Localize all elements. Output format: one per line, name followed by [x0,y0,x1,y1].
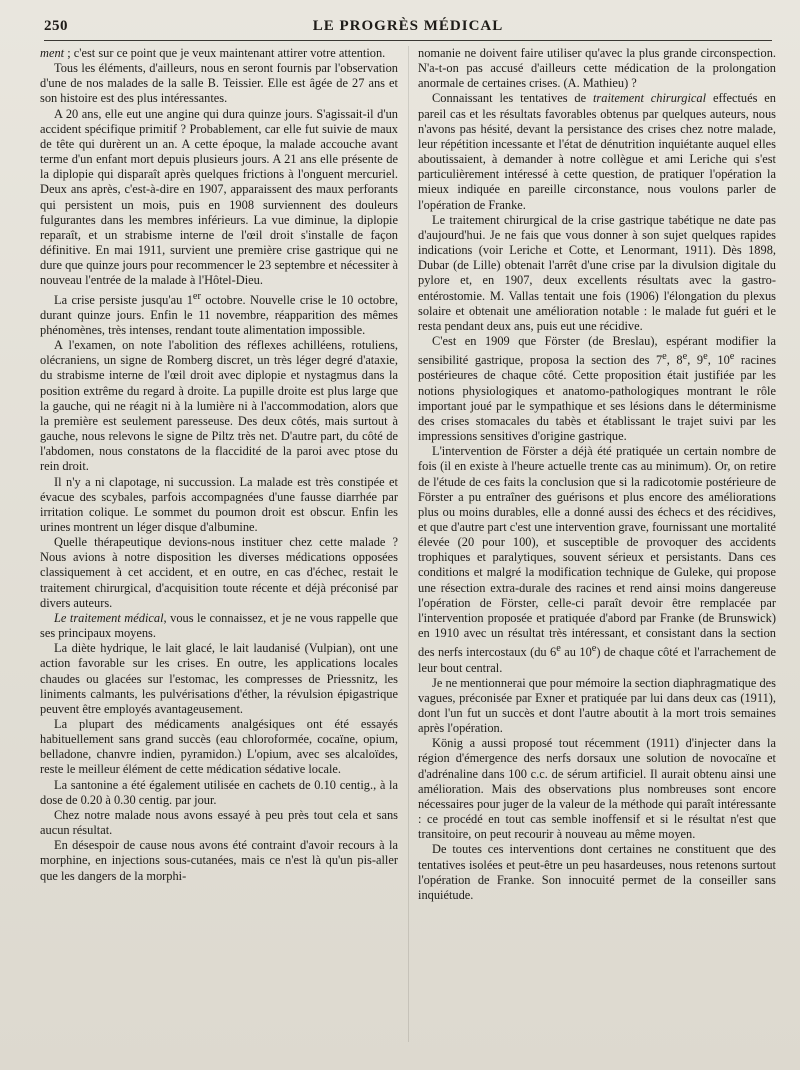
paragraph [40,46,398,61]
paragraph: Quelle thérapeutique devions-nous instituer chez cette malade ? Nous avions à notre disposition les diverses médications opposées classiquement à cet accident, et en outre, en cas d'échec, restait le traitement chirurgical, d'acquisition toute récente et déjà préconisé par divers auteurs. [40,535,398,610]
paragraph: De toutes ces interventions dont certaines ne constituent que des tentatives isolées et peut-être un peu hasardeuses, nous retenons surtout l'opération de Franke. Son innocuité permet de la conseiller sans inquiétude. [418,842,776,902]
running-header [44,18,772,41]
superscript: e [662,351,667,363]
right-column [418,46,776,1042]
paragraph-text: octobre. Nouvelle crise le 10 octobre, durant quinze jours. Enfin le 11 novembre, réapparition des mêmes phénomènes, très intenses, rendant toute alimentation impossible. [40,292,398,337]
paragraph: König a aussi proposé tout récemment (1911) d'injecter dans la région d'émergence des nerfs dorsaux une solution de novocaïne et d'adrénaline dans 100 c.c. de sérum artificiel. Il aurait obtenu ainsi une amélioration. Mais des observations plus nombreuses sont encore nécessaires pour juger de la valeur de la méthode qui paraît intéressante : ce procédé en tout cas semble inoffensif et si le résultat n'est que transitoire, on peut recourir à nouveau au même moyen. [418,736,776,842]
paragraph: A 20 ans, elle eut une angine qui dura quinze jours. S'agissait-il d'un accident spécifique primitif ? Probablement, car elle fut suivie de maux de tête qui durèrent un an. A cette époque, la malade accouche avant terme d'un enfant mort depuis plusieurs jours. A 21 ans elle présente de la diplopie qui disparaît après quelques frictions à l'onguent mercuriel. Deux ans après, c'est-à-dire en 1907, apparaissent des maux perforants qui persistent un mois, puis en 1908 surviennent des douleurs fulgurantes dans les membres inférieurs. La vue diminue, la diplopie reparaît, et un strabisme interne de l'œil droit s'installe de façon définitive. En mai 1911, survient une première crise gastrique qui ne dure que quinze jours pour recommencer le 23 septembre et nécessiter à nouveau l'entrée de la malade à l'Hôtel-Dieu. [40,106,398,288]
paragraph-text: au 10 [560,645,592,660]
italic-text: Le traitement médical [54,610,164,625]
paragraph: nomanie ne doivent faire utiliser qu'avec la plus grande circonspection. N'a-t-on pas accusé d'ailleurs cette médication de la prolongation anormale de certaines crises. (A. Mathieu) ? [418,46,776,91]
superscript: e [682,351,688,363]
paragraph-text: ) de chaque côté et l'arrachement de leur bout central. [418,645,776,675]
paragraph: Chez notre malade nous avons essayé à peu près tout cela et sans aucun résultat. [40,807,398,838]
paragraph: La santonine a été également utilisée en cachets de 0.10 centig., à la dose de 0.20 à 0.30 centig. par jour. [40,777,398,807]
paragraph: Il n'y a ni clapotage, ni succussion. La malade est très constipée et évacue des scybales, parfois accompagnées d'une fausse diarrhée par irritation colique. Le sommet du poumon droit est obscur. Enfin les urines montrent un léger disque d'albumine. [40,474,398,534]
paragraph-text: racines postérieures de chaque côté. Cette proposition était justifiée par les notions physiologiques et anatomo-pathologiques montrant le rôle important joué par le sympathique et ses lésions dans le déterminisme des crises stomacales du tabès et établissant le trajet suivi par les impressions sensitives d'origine gastrique. [418,353,776,444]
paragraph: En désespoir de cause nous avons été contraint d'avoir recours à la morphine, en injections sous-cutanées, mais ce n'est là qu'un pis-aller que les dangers de la morphi- [40,838,398,883]
superscript: e [556,643,561,655]
superscript: er [192,290,201,302]
page-number: 250 [44,18,68,34]
paragraph-text: , 9 [687,353,704,368]
article-body [40,46,776,1042]
left-column [40,46,398,1042]
paragraph-text: La crise persiste jusqu'au 1 [54,292,193,307]
paragraph: La plupart des médicaments analgésiques ont été essayés habituellement sans grand succès (eau chloroformée, cocaïne, opium, belladone, chanvre indien, pyramidon.) L'opium, avec ses alcaloïdes, reste le meilleur élément de cette médication sédative locale. [40,717,398,777]
paragraph [418,91,776,212]
paragraph-text: C'est en 1909 que Förster (de Breslau), espérant modifier la sensibilité gastrique, proposa la section des 7 [418,333,776,368]
paragraph: A l'examen, on note l'abolition des réflexes achilléens, rotuliens, olécraniens, un signe de Romberg discret, un très léger degré d'ataxie, du strabisme interne de l'œil droit avec diplopie et nystagmus dans la position extrême du regard à droite. La pupille droite est plus large que la gauche, qui ne réagit ni à la lumière ni à l'accommodation, alors que la première est seulement paresseuse. Des deux côtés, mais surtout à gauche, nous relevons le signe de Piltz très net. D'autre part, du côté de l'abdomen, nous constatons de la flaccidité de la paroi avec ptose du rein droit. [40,338,398,474]
paragraph [40,289,398,339]
paragraph-text: , 8 [666,353,683,368]
paragraph-text: , 10 [707,353,730,368]
paragraph: La diète hydrique, le lait glacé, le lait laudanisé (Vulpian), ont une action favorable sur les crises. En outre, les applications locales chaudes ou glacées sur l'estomac, les compresses de Priessnitz, les liniments calmants, les pulvérisations d'éther, la révulsion épigastrique peuvent être employés avantageusement. [40,641,398,716]
journal-title: LE PROGRÈS MÉDICAL [312,18,504,34]
paragraph-text: , vous le connaissez, et je ne vous rappelle que ses principaux moyens. [40,610,398,641]
paragraph [40,611,398,641]
superscript: e [729,351,735,363]
superscript: e [703,351,708,363]
italic-text: ment [40,46,65,60]
paragraph [418,444,776,675]
italic-text: traitement chirurgical [592,91,707,106]
paragraph-text: effectués en pareil cas et les résultats favorables obtenus par quelques auteurs, nous n'avons pas hésité, devant la persistance des crises chez notre malade, leur répétition incessante et l'état de dénutrition inquiétante auquel elles aboutissaient, à demander à notre collègue et ami Leriche qui s'est particulièrement intéressé à cette question, de pratiquer l'opération la mieux indiquée en pareille circonstance, nous voulons parler de l'opération de Franke. [418,91,776,212]
paragraph: Tous les éléments, d'ailleurs, nous en seront fournis par l'observation d'une de nos malades de la salle B. Teissier. Elle est âgée de 27 ans et son histoire est des plus intéressantes. [40,61,398,106]
paragraph-text: Connaissant les tentatives de [432,91,593,106]
paragraph-text: ; c'est sur ce point que je veux maintenant attirer votre attention. [64,46,386,60]
paragraph: Je ne mentionnerai que pour mémoire la section diaphragmatique des vagues, préconisée par Exner et pratiquée par lui dans deux cas (1911), dont l'un fut un succès et dont l'autre aboutit à la mort trois semaines après l'opération. [418,675,776,736]
paragraph [418,334,776,444]
superscript: e [591,643,597,655]
paragraph: Le traitement chirurgical de la crise gastrique tabétique ne date pas d'aujourd'hui. Je ne fais que vous donner à son sujet quelques rapides indications (voir Leriche et Cotte, et Lenormant, 1911). Dès 1898, Dubar (de Lille) obtenait l'arrêt d'une crise par la divulsion digitale du pylore et, en 1907, deux excellents résultats avec la gastro-entérostomie. M. Vallas tentait une fois (1906) l'élongation du plexus solaire et obtenait une amélioration notable : le malade fut guéri et le resta pendant deux ans, puis eut une récidive. [418,212,776,333]
paragraph-text: L'intervention de Förster a déjà été pratiquée un certain nombre de fois (il en existe à l'heure actuelle trente cas au minimum). Or, on retire de l'étude de ces faits la conclusion que si la radicotomie postérieure de Förster a pu entraîner des guérisons et plus encore des améliorations plus ou moins durables, elle a donné aussi des échecs et des récidives, et que d'autre part c'est une intervention grave, fournissant une mortalité élevée (20 pour 100), et susceptible de provoquer des accidents trophiques et paralytiques, souvent sérieux et persistants. Dans ces conditions et malgré la modification technique de Guleke, qui propose une résection extra-durale des racines et rend ainsi moins dangereuse l'opération de Förster, celle-ci paraît devoir être remplacée par l'intervention proposée et pratiquée d'abord par Franke (de Brunswick) en 1910 avec un résultat très intéressant, et consistant dans la section des nerfs intercostaux (du 6 [418,444,776,660]
